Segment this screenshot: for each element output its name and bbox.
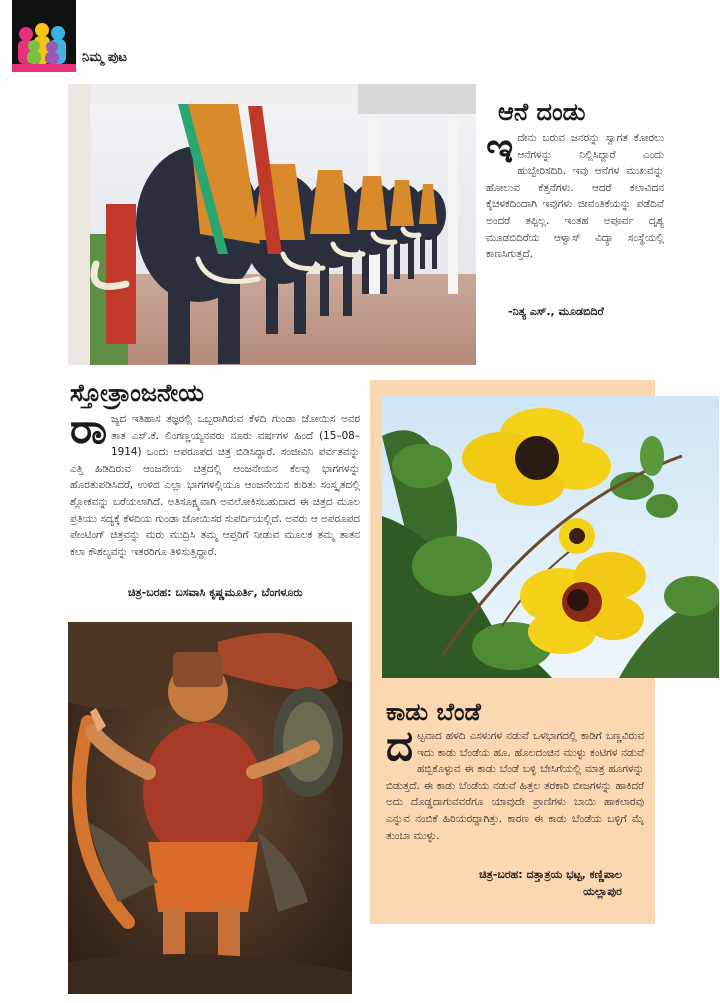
elephant-story-credit: -ನಿತ್ಯ ಎಸ್., ಮೂಡಬಿದಿರೆ — [508, 305, 604, 318]
kadu-story-text: ಟ್ಟವಾದ ಹಳದಿ ಎಸಳುಗಳ ನಡುವೆ ಒಳಭಾಗದಲ್ಲಿ ಕಾಡಿಗೆ ಬಣ್ಣವಿರುವ ಇದು ಕಾಡು ಬೆಂಡೆಯ ಹೂ. ಹೊಲದಂಚಿನ ಮುಳ್ಳು ಕಂಟಿಗಳ ನಡುವೆ ಹಬ್ಬಿಕೊಳ್ಳುವ ಈ ಕಾಡು ಬೆಂಡೆ ಬಳ್ಳಿ ಬೇಸಿಗೆಯಲ್ಲಿ ಮಾತ್ರ ಹೂಗಳನ್ನು ಬಿಡುತ್ತದೆ. ಈ ಕಾಡು ಬೆಂಡೆಯ ನಡುವೆ ಹಿತ್ತಲ ತರಕಾರಿ ಬೀಜಗಳನ್ನು ಹಾಕಿದರೆ ಅದು ದೊಡ್ಡದಾಗುವವರೆಗೂ ಯಾವುದೇ ಪ್ರಾಣಿಗಳು ಬಾಯಿ ಹಾಕಲಾರವು ಎನ್ನುವ ನಂಬಿಕೆ ಹಿರಿಯರದ್ದಾಗಿತ್ತು. ಕಾರಣ ಈ ಕಾಡು ಬೆಂಡೆಯ ಬಳ್ಳಿಗೆ ಮೈ ತುಂಬಾ ಮುಳ್ಳು. — [386, 730, 644, 842]
stotra-story-text: ಜ್ಯದ ಇತಿಹಾಸ ತಜ್ಞರಲ್ಲಿ ಒಬ್ಬರಾಗಿರುವ ಕೆಳದಿ ಗುಂಡಾ ಜೋಯಿಸ ಅವರ ತಾತ ಎಸ್.ಕೆ. ಲಿಂಗಣ್ಣಯ್ಯನವರು ನೂರು ವರ್ಷಗಳ ಹಿಂದೆ (15–08–1914) ಒಂದು ಅಪರೂಪದ ಚಿತ್ರ ಬಿಡಿಸಿದ್ದಾರೆ. ಸಂಜೀವಿನಿ ಪರ್ವತವನ್ನು ಎತ್ತಿ ಹಿಡಿದಿರುವ ಆಂಜನೇಯ ಚಿತ್ರದಲ್ಲಿ ಆಂಜನೇಯನ ಕೆಲವು ಭಾಗಗಳನ್ನು ಹೊರತುಪಡಿಸಿದರೆ, ಉಳಿದ ಎಲ್ಲಾ ಭಾಗಗಳಲ್ಲಿಯೂ ಆಂಜನೇಯನ ಕುರಿತು ಸಂಸ್ಕೃತದಲ್ಲಿ ಶ್ಲೋಕವನ್ನು ಬರೆಯಲಾಗಿದೆ. ಅತಿಸೂಕ್ಷ್ಮವಾಗಿ ಅವಲೋಕಿಸಬಹುದಾದ ಈ ಚಿತ್ರದ ಮೂಲ ಪ್ರತಿಯು ಸದ್ಯಕ್ಕೆ ಕೆಳದಿಯ ಗುಂಡಾ ಜೋಯಿಸರ ಸುಪರ್ದಿಯಲ್ಲಿದೆ. ಅವರು ಆ ಅಪರೂಪದ ಪೇಂಟಿಂಗ್ ಚಿತ್ರವನ್ನು ಮರು ಮುದ್ರಿಸಿ ತಮ್ಮ ಆಪ್ತರಿಗೆ ನೀಡುವ ಮೂಲಕ ತಮ್ಮ ತಾತನ ಕಲಾ ಕೌಶಲ್ಯವನ್ನು ಇತರರಿಗೂ ತಿಳಿಸುತ್ತಿದ್ದಾರೆ. — [70, 413, 360, 558]
stotra-story-body — [70, 404, 360, 560]
stotra-drop-cap: ರಾ — [70, 404, 108, 453]
elephant-sculptures-photo — [68, 84, 476, 365]
stotra-story-credit: ಚಿತ್ರ-ಬರಹ: ಬಸವಾಸಿ ಕೃಷ್ಣಮೂರ್ತಿ, ಬೆಂಗಳೂರು — [128, 586, 303, 599]
elephant-story-text: ದೇನು ಬರುವ ಜನರನ್ನು ಸ್ವಾಗತ ಕೋರಲು ಆನೆಗಳನ್ನು ನಿಲ್ಲಿಸಿದ್ದಾರೆ ಎಂದು ಹುಬ್ಬೇರಿಸದಿರಿ. ಇವು ಆನೆಗಳ ಮುಖವನ್ನು ಹೋಲುವ ಕೆತ್ತನೆಗಳು. ಆದರೆ ಕಲಾವಿದನ ಕೈಚಳಕದಿಂದಾಗಿ ಇವುಗಳು ಜೀವಂತಿಕೆಯನ್ನು ಪಡೆದಿವೆ ಅಂದರೆ ತಪ್ಪಿಲ್ಲ. ಇಂತಹ ಅಪೂರ್ವ ದೃಶ್ಯ ಮೂಡಬಿದಿರೆಯ ಆಳ್ವಾಸ್ ವಿದ್ಯಾ ಸಂಸ್ಥೆಯಲ್ಲಿ ಕಾಣಸಿಗುತ್ತದೆ. — [486, 132, 664, 261]
stotra-story-title: ಸ್ತೋತ್ರಾಂಜನೇಯ — [70, 379, 204, 407]
hanuman-painting-photo — [68, 622, 352, 994]
kadu-drop-cap: ದ — [386, 721, 414, 770]
kadu-credit-line2: ಯಲ್ಲಾಪುರ — [583, 885, 622, 898]
kadu-story-credit — [440, 866, 622, 900]
kadu-story-body — [386, 721, 644, 844]
crowd-logo-icon — [12, 0, 76, 72]
elephant-story-title: ಆನೆ ದಂಡು — [498, 98, 586, 126]
section-logo — [12, 0, 76, 72]
elephant-drop-cap: ಇ — [486, 123, 514, 172]
kadu-story-title: ಕಾಡು ಬೆಂಡೆ — [386, 698, 481, 726]
elephant-story-body — [486, 123, 664, 263]
wild-okra-flower-photo — [382, 396, 719, 678]
section-label: ನಿಮ್ಮ ಪುಟ — [82, 50, 127, 65]
kadu-credit-line1: ಚಿತ್ರ-ಬರಹ: ದತ್ತಾತ್ರಯ ಭಟ್ಟ, ಕಣ್ಣಿಪಾಲ — [479, 868, 622, 881]
